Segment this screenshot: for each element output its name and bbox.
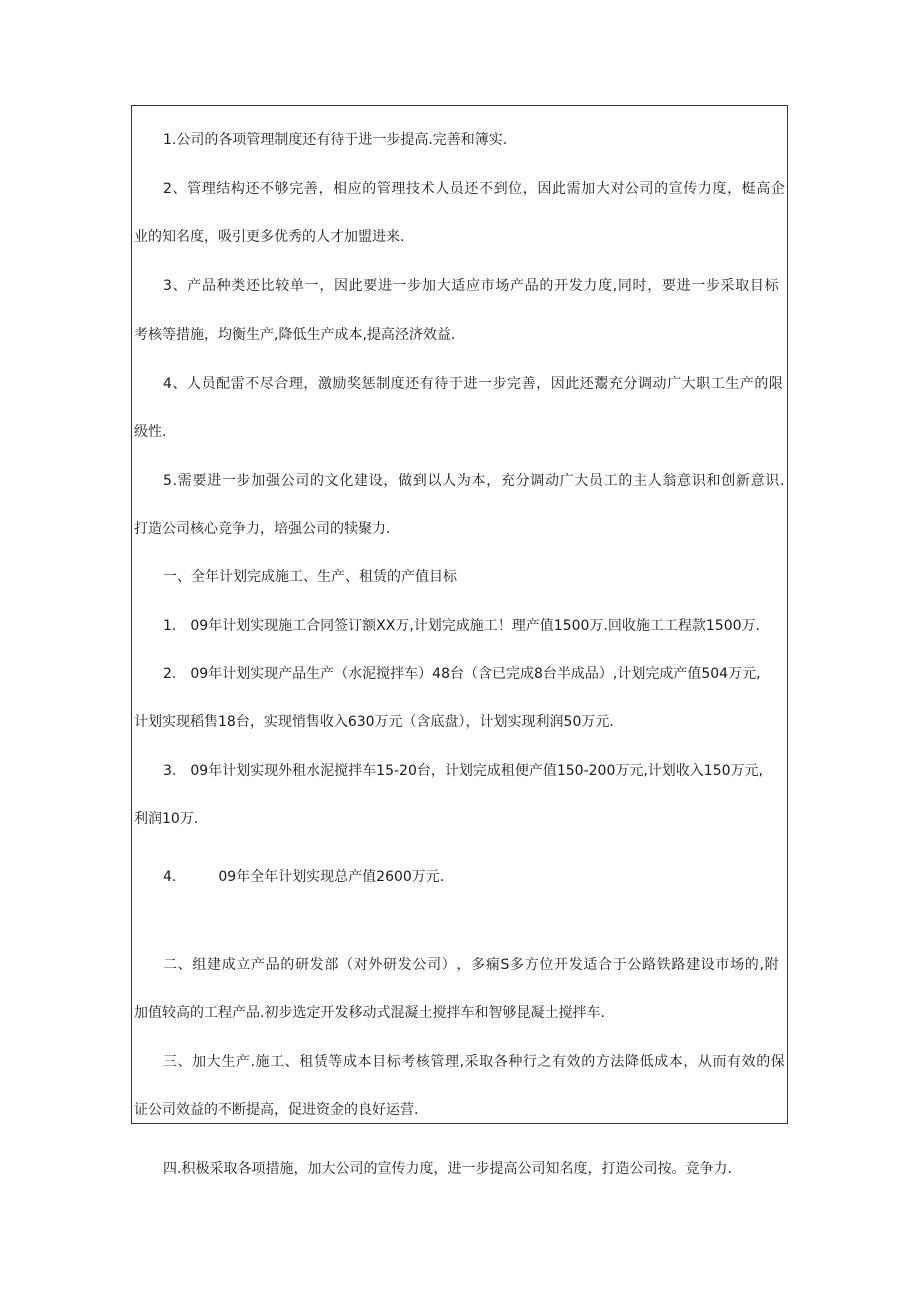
paragraph-line: 4 、 人 员 配 雷 不 尽 合 理 ， 激 励 奖 惩 制 度 还 有 待 于 进 一 步 完 善 ， 因 此 还 鬻 充 分 调 动 广 大 职 工 生 产 的 限 (163, 376, 783, 392)
paragraph-line: 级性. (134, 424, 167, 440)
paragraph-line: 3. 09年计划实现外租水泥搅拌车15-20台，计划完成租便产值150-200万元,计划收入150万元, (163, 763, 763, 779)
paragraph-after-frame: 四.积极采取各项措施，加大公司的宣传力度，进一步提高公司知名度，打造公司按。竞争力. (163, 1161, 732, 1177)
paragraph-line: 4. 09年全年计划实现总产值2600万元. (163, 869, 445, 885)
paragraph-line: 加值较高的工程产品.初步选定开发移动式混凝土搅拌车和智够昆凝土搅拌车. (134, 1005, 605, 1021)
section-heading: 一、全年计划完成施工、生产、租赁的产值目标 (163, 569, 457, 585)
paragraph-line: 三 、 加 大 生 产 . 施 工 、 租 赁 等 成 本 目 标 考 核 管 理 , 采 取 各 种 行 之 有 效 的 方 法 降 低 成 本 ， 从 而 有 效 的 保 (163, 1054, 785, 1070)
paragraph-line: 考核等措施，均衡生产,降低生产成本,提高泾济效益. (134, 327, 456, 343)
paragraph-line: 1. 09年计划实现施工合同签订额XX万,计划完成施工！理产值1500万.回收施工工程款1500万. (163, 618, 760, 634)
paragraph-line: 5 . 需 要 进 一 步 加 强 公 司 的 文 化 建 设 ， 做 到 以 人 为 本 ， 充 分 调 动 广 大 员 工 的 主 人 翁 意 识 和 创 新 意 识 . (163, 473, 785, 489)
paragraph-line: 2. 09年计划实现产品生产（水泥搅拌车）48台（含已完成8台半成品）,计划完成产值504万元, (163, 666, 761, 682)
paragraph-line: 证公司效益的不断提高，促进资金的良好运营. (134, 1102, 419, 1118)
paragraph-line: 二 、 组 建 成 立 产 品 的 研 发 部 （ 对 外 研 发 公 司 ） ， 多 痫 S 多 方 位 开 发 适 合 于 公 路 铁 路 建 设 市 场 的 , 附 (163, 957, 779, 973)
paragraph-line: 打造公司核心竞争力，培强公司的犊聚力. (134, 521, 391, 537)
paragraph-line: 2 、 管 理 结 构 还 不 够 完 善 ， 相 应 的 管 理 技 术 人 员 还 不 到 位 ， 因 此 需 加 大 对 公 司 的 宣 传 力 度 ， 梃 高 企 (163, 181, 785, 197)
paragraph-line: 利润10万. (134, 811, 199, 827)
paragraph-line: 1.公司的各项管理制度还有待于进一步提高.完善和簿实. (163, 132, 508, 148)
paragraph-line: 计划实现稻售18台，实现悄售收入630万元（含底盘），计划实现利润50万元. (134, 714, 614, 730)
paragraph-line: 业的知名度，吸引更多优秀的人才加盟进来. (134, 229, 405, 245)
paragraph-line: 3 、 产 品 种 类 还 比 较 单 一 ， 因 此 要 进 一 步 加 大 适 应 市 场 产 品 的 开 发 力 度 , 同 时 ， 要 进 一 步 采 取 目 标 (163, 278, 779, 294)
